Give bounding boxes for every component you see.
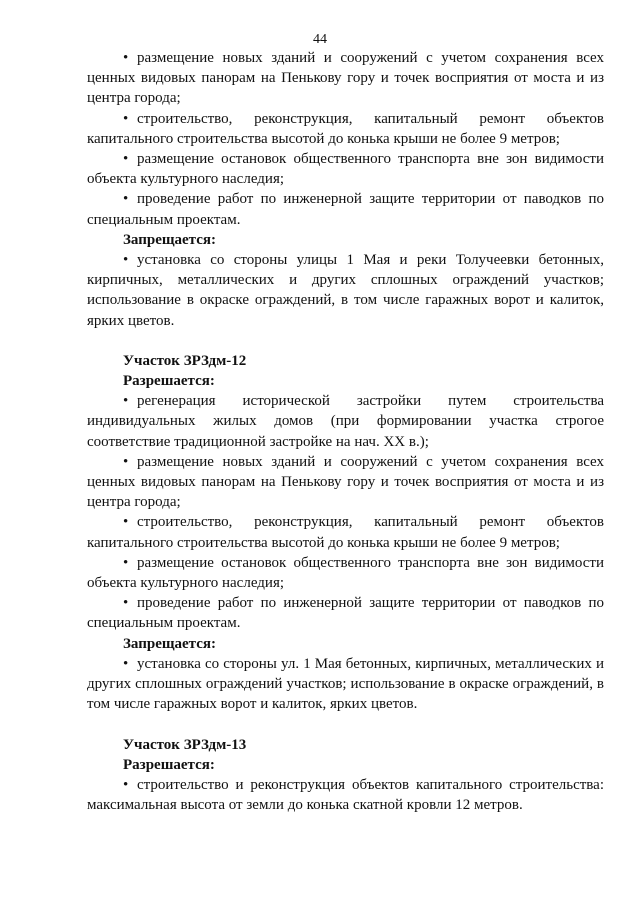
bullet-text: установка со стороны улицы 1 Мая и реки Толучеевки бетонных, кирпичных, металлических и других сплошных ограждений участков; использование в окраске ограждений, в том числе гаражных ворот и калиток, ярких цветов. (87, 252, 604, 329)
bullet-item (87, 553, 604, 593)
bullet-item (87, 48, 604, 109)
section-heading (87, 351, 604, 371)
bullet-icon: • (123, 554, 129, 571)
bullet-icon: • (123, 514, 129, 531)
bullet-text: регенерация исторической застройки путем строительства индивидуальных жилых домов (при формировании участка строгое соответствие традиционной застройке на нач. XX в.); (87, 393, 604, 450)
bullet-text: размещение новых зданий и сооружений с учетом сохранения всех ценных видовых панорам на Пенькову гору и точек восприятия от моста и из центра города; (87, 50, 604, 107)
section-heading (87, 634, 604, 654)
bullet-item (87, 775, 604, 815)
section-heading (87, 755, 604, 775)
bullet-text: строительство, реконструкция, капитальный ремонт объектов капитального строительства высотой до конька крыши не более 9 метров; (87, 514, 604, 551)
heading-text: Разрешается: (123, 756, 215, 773)
section-heading (87, 371, 604, 391)
section-gap (87, 331, 604, 351)
bullet-item (87, 391, 604, 452)
document-body (87, 48, 604, 815)
bullet-item (87, 149, 604, 189)
bullet-item (87, 512, 604, 552)
bullet-icon: • (123, 151, 129, 168)
bullet-item (87, 109, 604, 149)
page-number: 44 (313, 32, 327, 47)
heading-text: Запрещается: (123, 635, 217, 652)
bullet-icon: • (123, 453, 129, 470)
bullet-text: проведение работ по инженерной защите территории от паводков по специальным проектам. (87, 191, 604, 228)
section-heading (87, 735, 604, 755)
bullet-item (87, 593, 604, 633)
heading-text: Участок ЗРЗдм-13 (123, 736, 247, 753)
bullet-icon: • (123, 110, 129, 127)
bullet-icon: • (123, 252, 129, 269)
heading-text: Запрещается: (123, 231, 217, 248)
bullet-item (87, 250, 604, 331)
bullet-text: размещение остановок общественного транспорта вне зон видимости объекта культурного наследия; (87, 554, 604, 592)
bullet-text: строительство и реконструкция объектов капитального строительства: максимальная высота от земли до конька скатной кровли 12 метров. (87, 776, 604, 814)
bullet-text: размещение остановок общественного транспорта вне зон видимости объекта культурного наследия; (87, 151, 604, 188)
bullet-text: установка со стороны ул. 1 Мая бетонных, кирпичных, металлических и других сплошных ограждений участков; использование в окраске ограждений, в том числе гаражных ворот и калиток, ярких цветов. (87, 655, 604, 713)
bullet-icon: • (123, 191, 129, 208)
bullet-item (87, 654, 604, 715)
bullet-icon: • (123, 50, 129, 66)
bullet-text: строительство, реконструкция, капитальный ремонт объектов капитального строительства высотой до конька крыши не более 9 метров; (87, 110, 604, 147)
bullet-text: проведение работ по инженерной защите территории от паводков по специальным проектам. (87, 595, 604, 632)
heading-text: Участок ЗРЗдм-12 (123, 352, 247, 369)
bullet-item (87, 452, 604, 513)
bullet-icon: • (123, 595, 129, 612)
section-heading (87, 230, 604, 250)
bullet-item (87, 189, 604, 229)
heading-text: Разрешается: (123, 373, 215, 390)
section-gap (87, 715, 604, 735)
bullet-icon: • (123, 393, 129, 410)
bullet-icon: • (123, 655, 129, 672)
bullet-text: размещение новых зданий и сооружений с учетом сохранения всех ценных видовых панорам на Пенькову гору и точек восприятия от моста и из центра города; (87, 453, 604, 511)
bullet-icon: • (123, 776, 129, 793)
